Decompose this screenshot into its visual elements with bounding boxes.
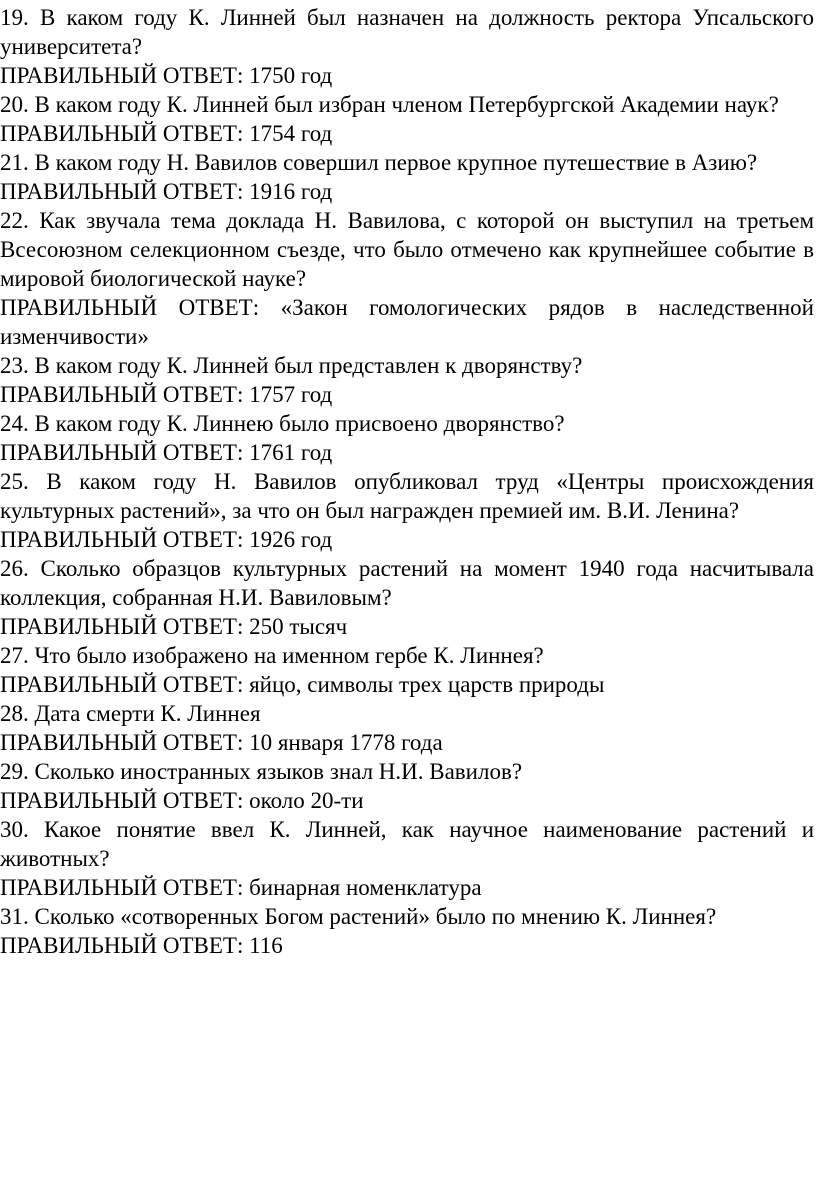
answer-21 <box>0 177 814 206</box>
qa-list <box>0 3 814 960</box>
answer-text: 1754 год <box>249 121 333 146</box>
answer-text: 250 тысяч <box>249 614 348 639</box>
answer-text: 1761 год <box>249 440 333 465</box>
qa-item-28 <box>0 699 814 757</box>
question-21: 21. В каком году Н. Вавилов совершил первое крупное путешествие в Азию? <box>0 150 758 175</box>
answer-label: ПРАВИЛЬНЫЙ ОТВЕТ: <box>0 672 244 697</box>
answer-label: ПРАВИЛЬНЫЙ ОТВЕТ: <box>0 382 244 407</box>
answer-label: ПРАВИЛЬНЫЙ ОТВЕТ: <box>0 614 244 639</box>
answer-label: ПРАВИЛЬНЫЙ ОТВЕТ: <box>0 63 244 88</box>
answer-label: ПРАВИЛЬНЫЙ ОТВЕТ: <box>0 179 244 204</box>
answer-text: 116 <box>249 933 283 958</box>
answer-23 <box>0 380 814 409</box>
answer-text: 1750 год <box>249 63 333 88</box>
qa-item-25 <box>0 467 814 554</box>
qa-item-21 <box>0 148 814 206</box>
question-27: 27. Что было изображено на именном гербе К. Линнея? <box>0 643 544 668</box>
answer-text: «Закон гомологических рядов в наследственной изменчивости» <box>0 295 814 349</box>
question-23: 23. В каком году К. Линней был представлен к дворянству? <box>0 353 583 378</box>
question-31: 31. Сколько «сотворенных Богом растений» было по мнению К. Линнея? <box>0 904 717 929</box>
answer-28 <box>0 728 814 757</box>
question-29: 29. Сколько иностранных языков знал Н.И. Вавилов? <box>0 759 523 784</box>
answer-25 <box>0 525 814 554</box>
qa-item-29 <box>0 757 814 815</box>
answer-label: ПРАВИЛЬНЫЙ ОТВЕТ: <box>0 440 244 465</box>
question-26: 26. Сколько образцов культурных растений на момент 1940 года насчитывала коллекция, собранная Н.И. Вавиловым? <box>0 556 814 610</box>
answer-30 <box>0 873 814 902</box>
qa-item-20 <box>0 90 814 148</box>
answer-label: ПРАВИЛЬНЫЙ ОТВЕТ: <box>0 295 260 320</box>
qa-item-22 <box>0 206 814 351</box>
answer-20 <box>0 119 814 148</box>
answer-label: ПРАВИЛЬНЫЙ ОТВЕТ: <box>0 527 244 552</box>
question-30: 30. Какое понятие ввел К. Линней, как научное наименование растений и животных? <box>0 817 814 871</box>
answer-24 <box>0 438 814 467</box>
question-19: 19. В каком году К. Линней был назначен на должность ректора Упсальского университета? <box>0 5 814 59</box>
question-20: 20. В каком году К. Линней был избран членом Петербургской Академии наук? <box>0 92 779 117</box>
question-24: 24. В каком году К. Линнею было присвоено дворянство? <box>0 411 565 436</box>
answer-text: 1926 год <box>249 527 333 552</box>
answer-text: 10 января 1778 года <box>249 730 443 755</box>
answer-label: ПРАВИЛЬНЫЙ ОТВЕТ: <box>0 875 244 900</box>
qa-item-19 <box>0 3 814 90</box>
qa-item-24 <box>0 409 814 467</box>
answer-text: 1757 год <box>249 382 333 407</box>
qa-item-30 <box>0 815 814 902</box>
answer-31 <box>0 931 814 960</box>
answer-29 <box>0 786 814 815</box>
question-25: 25. В каком году Н. Вавилов опубликовал труд «Центры происхождения культурных растений», за что он был награжден премией им. В.И. Ленина? <box>0 469 814 523</box>
qa-item-26 <box>0 554 814 641</box>
answer-text: 1916 год <box>249 179 333 204</box>
answer-label: ПРАВИЛЬНЫЙ ОТВЕТ: <box>0 788 244 813</box>
answer-26 <box>0 612 814 641</box>
qa-item-27 <box>0 641 814 699</box>
qa-item-31 <box>0 902 814 960</box>
question-22: 22. Как звучала тема доклада Н. Вавилова, с которой он выступил на третьем Всесоюзном селекционном съезде, что было отмечено как крупнейшее событие в мировой биологической науке? <box>0 208 814 291</box>
answer-22 <box>0 293 814 351</box>
answer-label: ПРАВИЛЬНЫЙ ОТВЕТ: <box>0 730 244 755</box>
answer-label: ПРАВИЛЬНЫЙ ОТВЕТ: <box>0 121 244 146</box>
answer-19 <box>0 61 814 90</box>
answer-label: ПРАВИЛЬНЫЙ ОТВЕТ: <box>0 933 244 958</box>
question-28: 28. Дата смерти К. Линнея <box>0 701 261 726</box>
answer-text: бинарная номенклатура <box>249 875 482 900</box>
qa-item-23 <box>0 351 814 409</box>
answer-text: яйцо, символы трех царств природы <box>249 672 605 697</box>
answer-27 <box>0 670 814 699</box>
answer-text: около 20-ти <box>249 788 364 813</box>
